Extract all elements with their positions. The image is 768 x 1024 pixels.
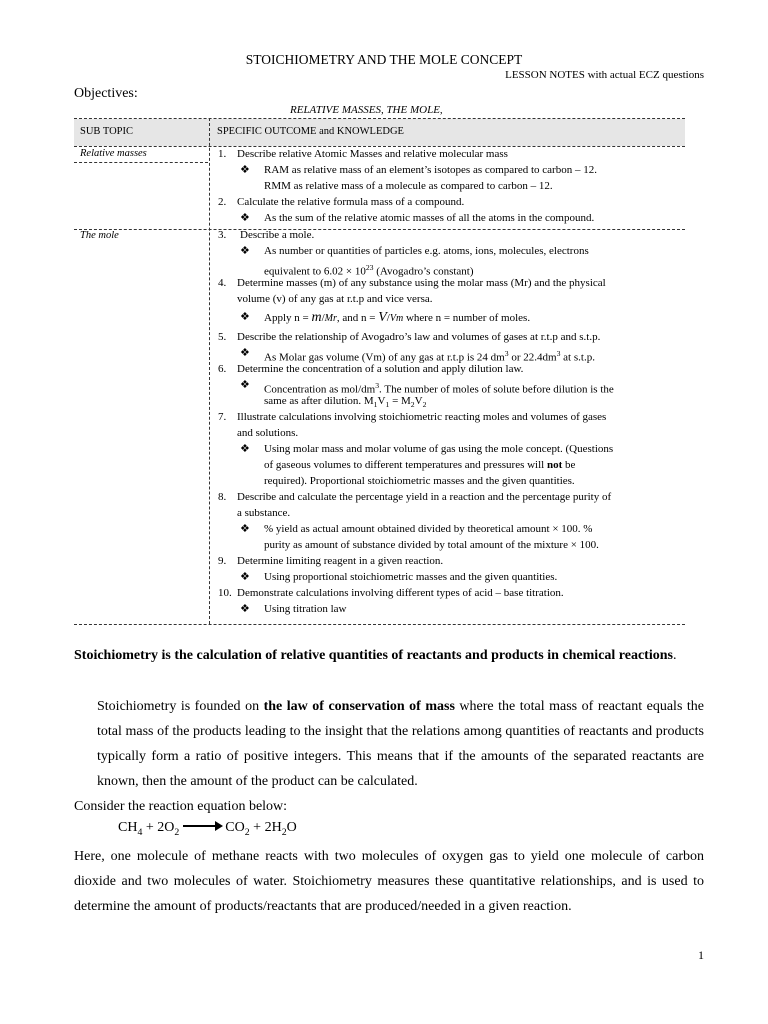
section-heading: RELATIVE MASSES, THE MOLE, xyxy=(290,104,443,116)
table-top-border xyxy=(74,118,685,119)
outcome-text: Describe the relationship of Avogadro’s law and volumes of gases at r.t.p and s.t.p. xyxy=(237,331,601,343)
reaction-equation: $CH_4 + 2O_2$ $CO_2 + 2H_2O$ xyxy=(118,820,297,838)
item-number: 7. xyxy=(218,411,227,423)
bullet-text: equivalent to $6.02 \times 10^{23}$ (Avogadro’s constant) xyxy=(264,263,474,278)
outcome-text: Describe a mole. xyxy=(240,229,315,241)
bullet-icon: ❖ xyxy=(240,164,250,176)
bullet-icon: ❖ xyxy=(240,603,250,615)
document-subtitle: LESSON NOTES with actual ECZ questions xyxy=(505,69,704,81)
consider-line: Consider the reaction equation below: xyxy=(74,799,288,814)
item-number: 3. xyxy=(218,229,227,241)
bullet-text: RAM as relative mass of an element’s isotopes as compared to carbon – 12. xyxy=(264,164,597,176)
bullet-text: required). Proportional stoichiometric masses and the given quantities. xyxy=(264,475,575,487)
item-number: 5. xyxy=(218,331,227,343)
bullet-text: Concentration as mol/$dm^3$. The number of moles of solute before dilution is the xyxy=(264,381,614,396)
document-title: STOICHIOMETRY AND THE MOLE CONCEPT xyxy=(245,52,523,67)
bullet-icon: ❖ xyxy=(240,212,250,224)
outcome-text: and solutions. xyxy=(237,427,299,439)
formula-text: Apply n = m/Mr, and n = V/Vm where n = number of moles. xyxy=(264,310,531,325)
outcome-text: a substance. xyxy=(237,507,291,519)
item-number: 6. xyxy=(218,363,227,375)
bullet-text: purity as amount of substance divided by total amount of the mixture × 100. xyxy=(264,539,599,551)
bullet-text: of gaseous volumes to different temperatures and pressures will not be xyxy=(264,459,576,471)
bullet-icon: ❖ xyxy=(240,245,250,257)
table-row-divider xyxy=(74,229,685,230)
item-number: 8. xyxy=(218,491,227,503)
outcome-text: Demonstrate calculations involving different types of acid – base titration. xyxy=(237,587,564,599)
bullet-text: same as after dilution. $M_1V_1 = M_2V_2$ xyxy=(264,395,427,410)
bullet-text: As Molar gas volume (Vm) of any gas at r.t.p is 24 $dm^3$ or $22.4dm^3$ at s.t.p. xyxy=(264,349,595,364)
conservation-paragraph: Stoichiometry is founded on the law of conservation of mass where the total mass of reactant equals the total mass of the products leading to the insight that the relations among quantities of reactants and products typically form a ratio of positive integers. This means that if the amounts of the separated reactants are known, then the amount of the product can be calculated. xyxy=(97,699,705,789)
table-column-divider xyxy=(209,118,210,624)
subtopic-underline xyxy=(74,162,208,163)
outcome-text: Describe and calculate the percentage yield in a reaction and the percentage purity of xyxy=(237,491,612,503)
item-number: 2. xyxy=(218,196,227,208)
subtopic-relative-masses: Relative masses xyxy=(80,148,147,159)
subtopic-the-mole: The mole xyxy=(80,230,119,241)
outcome-text: volume (v) of any gas at r.t.p and vice versa. xyxy=(237,293,433,305)
objectives-label: Objectives: xyxy=(74,86,138,101)
bullet-icon: ❖ xyxy=(240,443,250,455)
item-number: 9. xyxy=(218,555,227,567)
outcome-text: Calculate the relative formula mass of a compound. xyxy=(237,196,465,208)
bullet-text: As the sum of the relative atomic masses of all the atoms in the compound. xyxy=(264,212,595,224)
reaction-arrow-icon xyxy=(183,825,221,827)
definition-paragraph: Stoichiometry is the calculation of relative quantities of reactants and products in chemical reactions. xyxy=(74,648,677,663)
col-header-outcome: SPECIFIC OUTCOME and KNOWLEDGE xyxy=(217,126,404,137)
table-bottom-border xyxy=(74,624,685,625)
outcome-text: Describe relative Atomic Masses and relative molecular mass xyxy=(237,148,508,160)
bullet-icon: ❖ xyxy=(240,571,250,583)
bullet-icon: ❖ xyxy=(240,379,250,391)
outcome-text: Determine limiting reagent in a given reaction. xyxy=(237,555,444,567)
bullet-text: % yield as actual amount obtained divided by theoretical amount × 100. % xyxy=(264,523,593,535)
item-number: 1. xyxy=(218,148,227,160)
outcome-text: Determine masses (m) of any substance using the molar mass (Mr) and the physical xyxy=(237,277,606,289)
bullet-icon: ❖ xyxy=(240,311,250,323)
bullet-icon: ❖ xyxy=(240,347,250,359)
bullet-text: Using titration law xyxy=(264,603,347,615)
bullet-icon: ❖ xyxy=(240,523,250,535)
bullet-text: Using proportional stoichiometric masses and the given quantities. xyxy=(264,571,558,583)
outcome-text: Determine the concentration of a solution and apply dilution law. xyxy=(237,363,524,375)
bullet-text: Using molar mass and molar volume of gas using the mole concept. (Questions xyxy=(264,443,614,455)
bullet-text: As number or quantities of particles e.g. atoms, ions, molecules, electrons xyxy=(264,245,589,257)
page-number: 1 xyxy=(698,948,704,962)
item-number: 4. xyxy=(218,277,227,289)
bullet-text: RMM as relative mass of a molecule as compared to carbon – 12. xyxy=(264,180,553,192)
col-header-subtopic: SUB TOPIC xyxy=(80,126,134,137)
item-number: 10. xyxy=(218,587,232,599)
methane-paragraph: Here, one molecule of methane reacts with two molecules of oxygen gas to yield one molecule of carbon dioxide and two molecules of water. Stoichiometry measures these quantitative relationships, and is used to determine the amount of products/reactants that are produced/needed in a given reaction. xyxy=(74,849,704,914)
outcome-text: Illustrate calculations involving stoichiometric reacting moles and volumes of gases xyxy=(237,411,607,423)
